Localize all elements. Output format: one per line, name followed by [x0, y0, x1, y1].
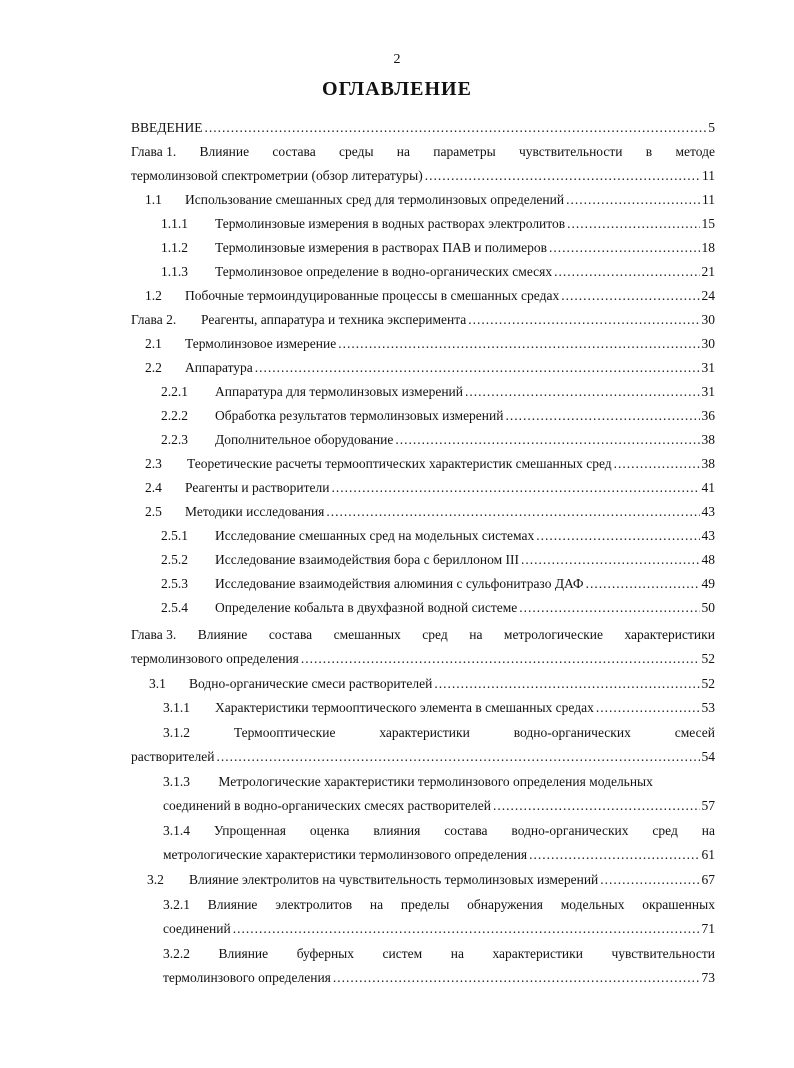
- dot-leader: [596, 698, 700, 718]
- toc-page: 43: [701, 504, 715, 519]
- toc-word: Термооптические: [233, 725, 336, 740]
- dot-leader: [536, 526, 699, 546]
- dot-leader: [468, 310, 699, 330]
- toc-word: на: [450, 946, 464, 961]
- toc-label: Методики исследования: [185, 504, 325, 519]
- dot-leader: [505, 406, 699, 426]
- toc-label: Исследование взаимодействия алюминия с сульфонитразо ДАФ: [215, 576, 584, 591]
- dot-leader: [204, 118, 706, 138]
- toc-num: 3.2: [147, 872, 164, 887]
- toc-word: смешанных: [333, 627, 401, 642]
- toc-entry-2-2-3: [131, 430, 715, 450]
- toc-entry-2-5-1: [131, 526, 715, 546]
- toc-entry-intro: [131, 118, 715, 138]
- toc-word: систем: [382, 946, 423, 961]
- dot-leader: [549, 238, 700, 258]
- toc-page: 57: [701, 798, 715, 813]
- toc-entry-2-5: [131, 502, 715, 522]
- toc-word: состава: [272, 144, 316, 159]
- toc-word: Влияние: [207, 897, 258, 912]
- toc-page: 36: [701, 408, 715, 423]
- toc-entry-2-2-1: [131, 382, 715, 402]
- toc-num: 3.1: [149, 676, 166, 691]
- toc-entry-3-1-2-line2: [131, 747, 715, 767]
- toc-entry-ch3-line2: [131, 649, 715, 669]
- toc-label: Реагенты, аппаратура и техника эксперимента: [201, 312, 467, 327]
- toc-label: ВВЕДЕНИЕ: [131, 120, 203, 135]
- toc-label: Побочные термоиндуцированные процессы в смешанных средах: [185, 288, 560, 303]
- toc-entry-3-2-1-line2: [131, 919, 715, 939]
- dot-leader: [301, 649, 700, 669]
- dot-leader: [614, 454, 700, 474]
- toc-word: Влияние: [218, 946, 269, 961]
- toc-word: чувствительности: [611, 946, 715, 961]
- dot-leader: [326, 502, 699, 522]
- toc-entry-2-2-2: [131, 406, 715, 426]
- toc-word: оценка: [309, 823, 350, 838]
- toc-word: чувствительности: [518, 144, 623, 159]
- toc-label: Термолинзовые измерения в водных растворах электролитов: [215, 216, 566, 231]
- toc-label: Характеристики термооптического элемента в смешанных средах: [215, 700, 594, 715]
- toc-page: 5: [708, 120, 715, 135]
- toc-label: термолинзовой спектрометрии (обзор литературы): [131, 168, 423, 183]
- toc-num: 2.2.1: [161, 384, 188, 399]
- dot-leader: [561, 286, 699, 306]
- toc-page: 21: [701, 264, 715, 279]
- toc-num: Глава 1.: [131, 144, 177, 159]
- toc-word: влияния: [373, 823, 421, 838]
- toc-page: 30: [701, 312, 715, 327]
- toc-num: 2.2.3: [161, 432, 188, 447]
- toc-label: Использование смешанных сред для термолинзовых определений: [185, 192, 565, 207]
- toc-word: состава: [268, 627, 313, 642]
- toc-num: 2.5.3: [161, 576, 188, 591]
- toc-word: сред: [652, 823, 678, 838]
- dot-leader: [493, 796, 700, 816]
- dot-leader: [395, 430, 699, 450]
- toc-page: 52: [701, 651, 715, 666]
- toc-entry-3-1-4-line1: [131, 821, 715, 841]
- toc-label: Теоретические расчеты термооптических характеристик смешанных сред: [187, 456, 612, 471]
- toc-page: 31: [701, 384, 715, 399]
- dot-leader: [567, 214, 699, 234]
- toc-label: Водно-органические смеси растворителей: [189, 676, 433, 691]
- toc-page: 54: [701, 749, 715, 764]
- toc-entry-2-5-4: [131, 598, 715, 618]
- toc-label: Метрологические характеристики термолинзового определения модельных: [218, 774, 653, 789]
- toc-label: Реагенты и растворители: [185, 480, 330, 495]
- toc-entry-2-3: [131, 454, 715, 474]
- toc-word: состава: [444, 823, 488, 838]
- dot-leader: [434, 674, 699, 694]
- dot-leader: [600, 870, 699, 890]
- toc-page: 11: [702, 168, 715, 183]
- toc-label: соединений: [163, 921, 231, 936]
- toc-page: 31: [701, 360, 715, 375]
- toc-word: обнаружения: [467, 897, 543, 912]
- toc-word: в: [645, 144, 653, 159]
- dot-leader: [529, 845, 699, 865]
- toc-label: Термолинзовое измерение: [185, 336, 337, 351]
- toc-entry-3-1-1: [131, 698, 715, 718]
- toc-num: 1.1.3: [161, 264, 188, 279]
- toc-label: Определение кобальта в двухфазной водной системе: [215, 600, 518, 615]
- toc-entry-2-5-2: [131, 550, 715, 570]
- page-title: ОГЛАВЛЕНИЕ: [322, 78, 472, 100]
- toc-entry-2-4: [131, 478, 715, 498]
- toc-word: методе: [675, 144, 715, 159]
- toc-page: 52: [701, 676, 715, 691]
- toc-entry-2-2: [131, 358, 715, 378]
- dot-leader: [586, 574, 700, 594]
- toc-entry-1-1: [131, 190, 715, 210]
- toc-word: на: [396, 144, 411, 159]
- toc-word: Влияние: [197, 627, 248, 642]
- dot-leader: [333, 968, 700, 988]
- toc-num: 2.5.1: [161, 528, 188, 543]
- toc-label: Дополнительное оборудование: [215, 432, 394, 447]
- dot-leader: [519, 598, 699, 618]
- toc-num: 2.5.4: [161, 600, 188, 615]
- toc-entry-ch2: [131, 310, 715, 330]
- dot-leader: [338, 334, 699, 354]
- toc-word: на: [469, 627, 483, 642]
- toc-entry-3-1-2-line1: [131, 723, 715, 743]
- toc-word: окрашенных: [642, 897, 715, 912]
- toc-entry-ch3-line1: [131, 625, 715, 645]
- dot-leader: [521, 550, 699, 570]
- dot-leader: [217, 747, 700, 767]
- toc-word: Упрощенная: [213, 823, 287, 838]
- toc-label: растворителей: [131, 749, 215, 764]
- toc-page: 61: [701, 847, 715, 862]
- toc-word: Влияние: [199, 144, 250, 159]
- toc-num: Глава 3.: [131, 627, 177, 642]
- toc-page: 53: [701, 700, 715, 715]
- toc-num: 1.2: [145, 288, 162, 303]
- toc-entry-1-2: [131, 286, 715, 306]
- toc-word: электролитов: [275, 897, 353, 912]
- toc-num: 1.1.1: [161, 216, 188, 231]
- toc-num: 2.5: [145, 504, 162, 519]
- toc-entry-3-1: [131, 674, 715, 694]
- toc-num: 3.1.2: [163, 725, 190, 740]
- toc-num: 2.5.2: [161, 552, 188, 567]
- toc-entry-3-1-4-line2: [131, 845, 715, 865]
- toc-num: 2.4: [145, 480, 162, 495]
- toc-label: Влияние электролитов на чувствительность термолинзовых измерений: [189, 872, 599, 887]
- toc-entry-1-1-1: [131, 214, 715, 234]
- toc-word: буферных: [296, 946, 354, 961]
- toc-page: 43: [701, 528, 715, 543]
- toc-page: 73: [701, 970, 715, 985]
- page-number: 2: [393, 52, 401, 67]
- toc-page: 71: [701, 921, 715, 936]
- dot-leader: [425, 166, 700, 186]
- toc-num: 3.2.1: [163, 897, 190, 912]
- toc-num: 3.2.2: [163, 946, 190, 961]
- toc-word: среды: [339, 144, 374, 159]
- toc-entry-3-1-3-line2: [131, 796, 715, 816]
- toc-page: 38: [701, 456, 715, 471]
- toc-entry-3-2-1-line1: [131, 895, 715, 915]
- toc-page: 41: [701, 480, 715, 495]
- toc-word: модельных: [560, 897, 625, 912]
- toc-label: Исследование взаимодействия бора с бериллоном III: [215, 552, 520, 567]
- toc-page: 24: [701, 288, 715, 303]
- toc-page: 11: [702, 192, 715, 207]
- toc-word: на: [369, 897, 384, 912]
- toc-word: характеристики: [492, 946, 583, 961]
- toc-word: метрологические: [503, 627, 603, 642]
- toc-label: метрологические характеристики термолинзового определения: [163, 847, 528, 862]
- toc-label: термолинзового определения: [163, 970, 331, 985]
- toc-num: 2.3: [145, 456, 162, 471]
- toc-entry-1-1-2: [131, 238, 715, 258]
- toc-entry-3-2-2-line1: [131, 944, 715, 964]
- toc-page: 67: [701, 872, 715, 887]
- dot-leader: [255, 358, 700, 378]
- toc-num: 2.2: [145, 360, 162, 375]
- toc-num: 2.1: [145, 336, 162, 351]
- toc-entry-ch1-line1: [131, 142, 715, 162]
- toc-label: соединений в водно-органических смесях растворителей: [163, 798, 491, 813]
- toc-page: 38: [701, 432, 715, 447]
- toc-word: характеристики: [379, 725, 470, 740]
- toc-entry-2-1: [131, 334, 715, 354]
- dot-leader: [465, 382, 700, 402]
- toc-page: 30: [701, 336, 715, 351]
- toc-word: параметры: [433, 144, 496, 159]
- toc-page: 50: [701, 600, 715, 615]
- dot-leader: [554, 262, 699, 282]
- toc-num: 3.1.1: [163, 700, 190, 715]
- toc-num: 1.1.2: [161, 240, 188, 255]
- toc-label: термолинзового определения: [131, 651, 299, 666]
- toc-num: Глава 2.: [131, 312, 177, 327]
- toc-num: 1.1: [145, 192, 162, 207]
- toc-label: Аппаратура для термолинзовых измерений: [215, 384, 463, 399]
- toc-entry-2-5-3: [131, 574, 715, 594]
- toc-word: на: [701, 823, 715, 838]
- toc-num: 3.1.4: [163, 823, 190, 838]
- toc-num: 2.2.2: [161, 408, 188, 423]
- toc-word: смесей: [674, 725, 715, 740]
- toc-word: характеристики: [624, 627, 715, 642]
- toc-entry-1-1-3: [131, 262, 715, 282]
- toc-entry-3-2: [131, 870, 715, 890]
- dot-leader: [233, 919, 700, 939]
- toc-entry-3-2-2-line2: [131, 968, 715, 988]
- toc-page: 15: [701, 216, 715, 231]
- toc-page: 18: [701, 240, 715, 255]
- toc-word: водно-органических: [513, 725, 631, 740]
- toc-word: сред: [422, 627, 448, 642]
- dot-leader: [332, 478, 700, 498]
- toc-page: 48: [701, 552, 715, 567]
- toc-num: 3.1.3: [163, 774, 190, 789]
- toc-label: Исследование смешанных сред на модельных системах: [215, 528, 535, 543]
- toc-word: пределы: [400, 897, 450, 912]
- toc-label: Обработка результатов термолинзовых измерений: [215, 408, 504, 423]
- toc-word: водно-органических: [511, 823, 629, 838]
- toc-label: Термолинзовое определение в водно-органических смесях: [215, 264, 553, 279]
- toc-label: Аппаратура: [185, 360, 253, 375]
- toc-page: 49: [701, 576, 715, 591]
- dot-leader: [566, 190, 700, 210]
- toc-entry-3-1-3-line1: [131, 772, 715, 792]
- toc-entry-ch1-line2: [131, 166, 715, 186]
- toc-label: Термолинзовые измерения в растворах ПАВ и полимеров: [215, 240, 547, 255]
